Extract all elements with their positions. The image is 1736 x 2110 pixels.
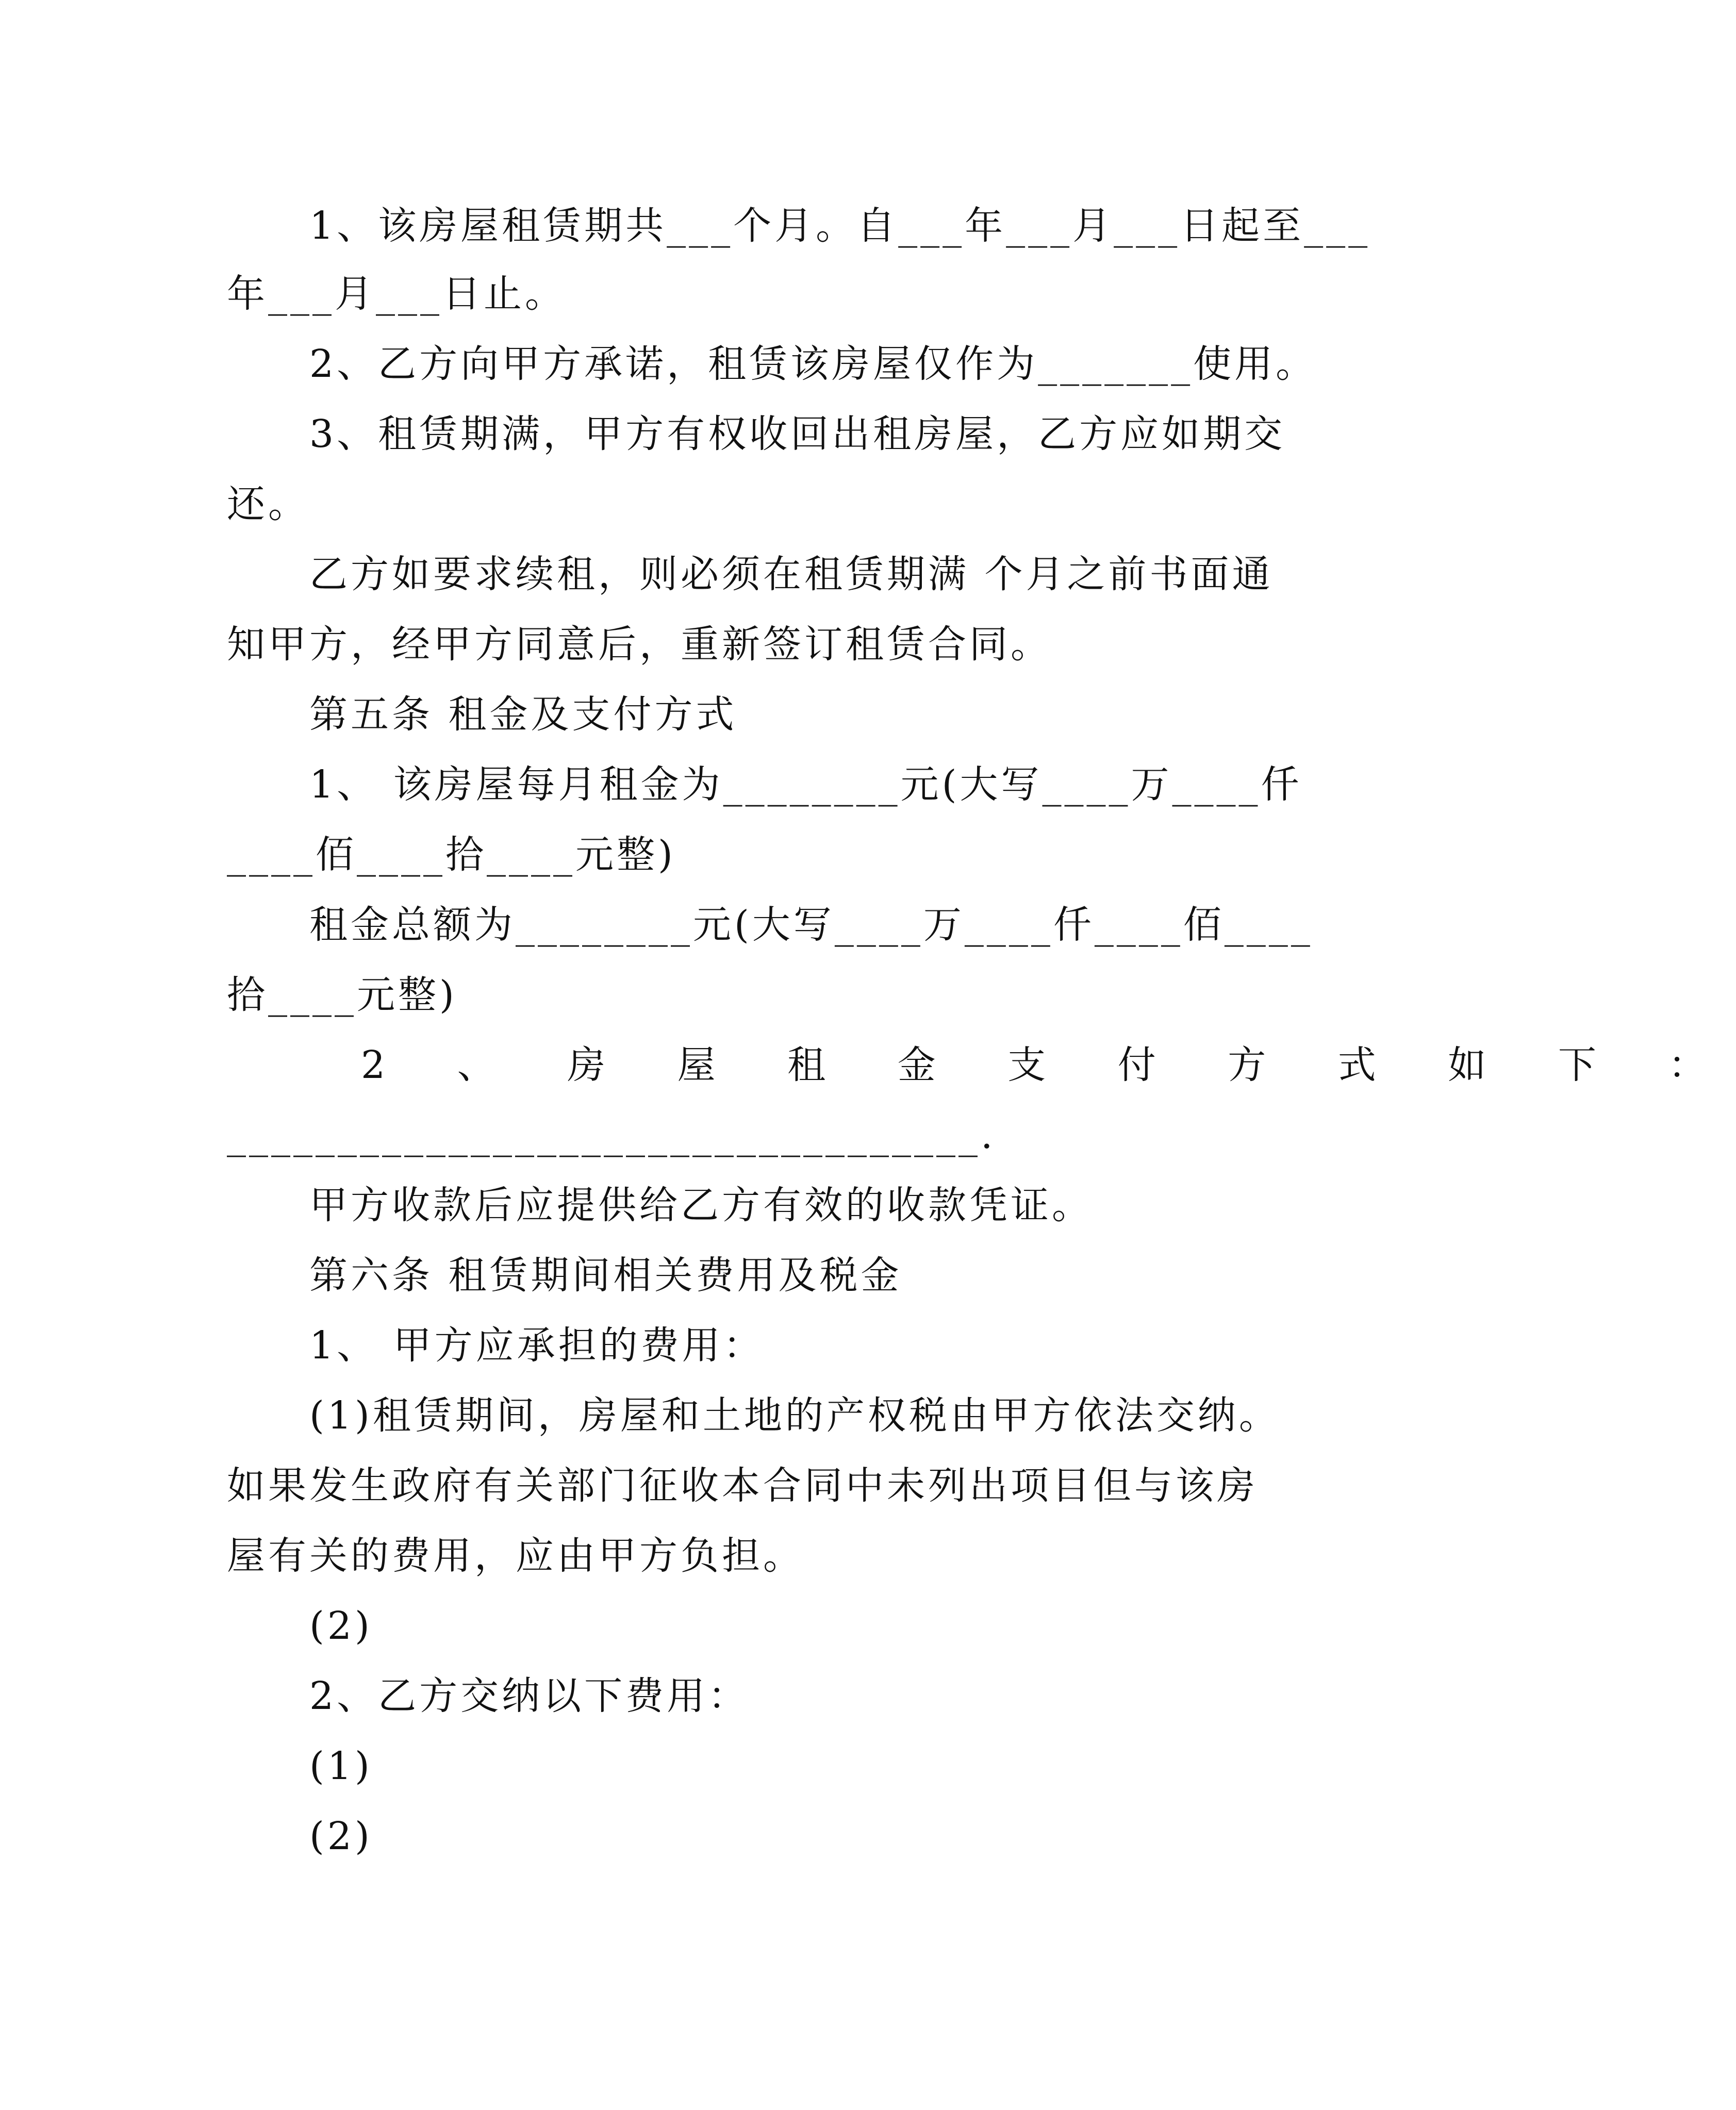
renewal-paragraph-cont: 知甲方，经甲方同意后，重新签订租赁合同。 — [227, 622, 1052, 667]
receipt-clause: 甲方收款后应提供给乙方有效的收款凭证。 — [309, 1183, 1093, 1227]
party-a-fees-heading: 1、 甲方应承担的费用： — [309, 1323, 765, 1368]
party-b-fee-2: (2) — [309, 1814, 373, 1858]
party-a-fee-1-cont-2: 屋有关的费用，应由甲方负担。 — [227, 1534, 804, 1578]
payment-method-blank: __________________________________. — [227, 1113, 996, 1157]
term-clause-1-cont: 年___月___日止。 — [227, 272, 566, 316]
term-clause-2: 2、乙方向甲方承诺，租赁该房屋仅作为_______使用。 — [309, 342, 1317, 386]
party-a-fee-1-cont: 如果发生政府有关部门征收本合同中未列出项目但与该房 — [227, 1464, 1258, 1508]
payment-method-clause: 2 、 房 屋 租 金 支 付 方 式 如 下 ： — [361, 1043, 1736, 1087]
total-rent-clause-cont: 拾____元整) — [227, 973, 457, 1017]
monthly-rent-clause-cont: ____佰____拾____元整) — [227, 833, 676, 877]
article-6-heading: 第六条 租赁期间相关费用及税金 — [309, 1253, 902, 1298]
term-clause-1: 1、该房屋租赁期共___个月。自___年___月___日起至___ — [309, 204, 1371, 248]
term-clause-3-cont: 还。 — [227, 482, 309, 526]
term-clause-3: 3、租赁期满，甲方有权收回出租房屋，乙方应如期交 — [309, 412, 1286, 456]
article-5-heading: 第五条 租金及支付方式 — [309, 692, 737, 737]
renewal-paragraph: 乙方如要求续租，则必须在租赁期满 个月之前书面通 — [309, 552, 1274, 596]
monthly-rent-clause: 1、 该房屋每月租金为________元(大写____万____仟 — [309, 762, 1302, 807]
party-b-fees-heading: 2、乙方交纳以下费用： — [309, 1674, 750, 1718]
party-a-fee-2: (2) — [309, 1604, 373, 1648]
party-b-fee-1: (1) — [309, 1744, 373, 1788]
party-a-fee-1: (1)租赁期间，房屋和土地的产权税由甲方依法交纳。 — [309, 1393, 1280, 1438]
total-rent-clause: 租金总额为________元(大写____万____仟____佰____ — [309, 903, 1313, 947]
